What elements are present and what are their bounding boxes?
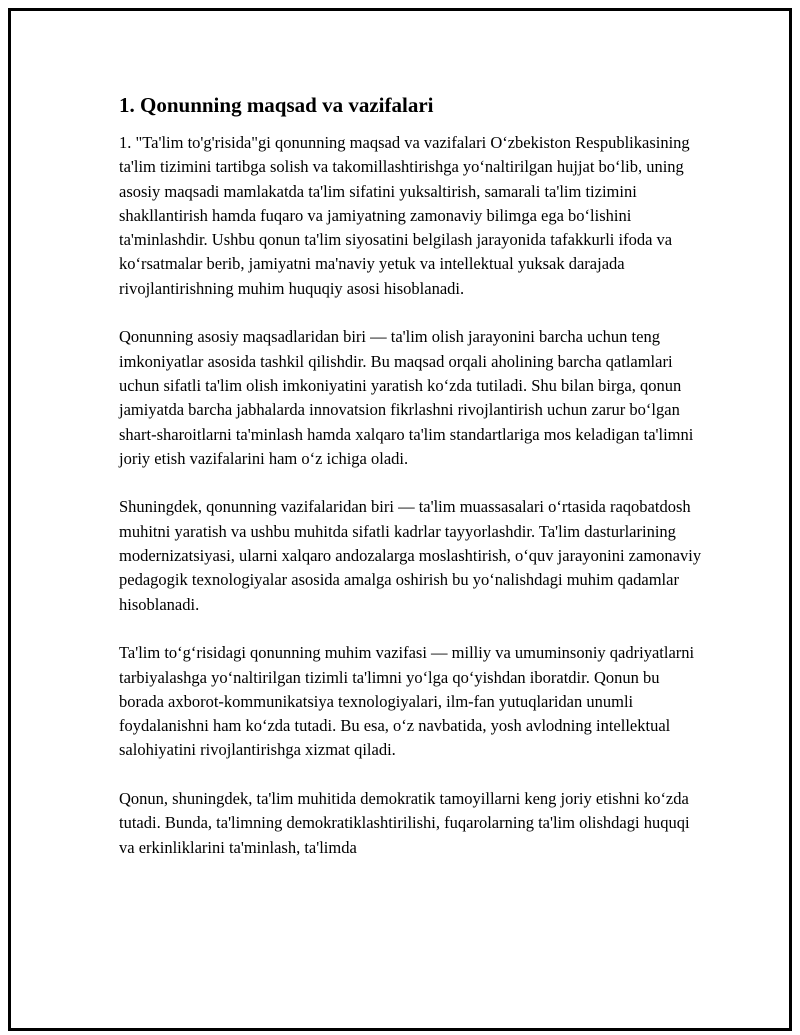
paragraph-3: Shuningdek, qonunning vazifalaridan biri — ta'lim muassasalari o‘rtasida raqobatdosh muhitni yaratish va ushbu muhitda sifatli kadrlar tayyorlashdir. Ta'lim dasturlarining modernizatsiyasi, ularni xalqaro andozalarga moslashtirish, o‘quv jarayonini zamonaviy pedagogik texnologiyalar asosida amalga oshirish bu yo‘nalishdagi muhim qadamlar hisoblanadi. xyxy=(119,497,702,614)
paragraph-1: 1. "Ta'lim to'g'risida"gi qonunning maqsad va vazifalari O‘zbekiston Respublikasining ta'lim tizimini tartibga solish va takomillashtirishga yo‘naltirilgan hujjat bo‘lib, uning asosiy maqsadi mamlakatda ta'lim sifatini yuksaltirish, samarali ta'lim tizimini shakllantirish hamda fuqaro va jamiyatning zamonaviy bilimga ega bo‘lishini ta'minlashdir. Ushbu qonun ta'lim siyosatini belgilash jarayonida tafakkurli ifoda va ko‘rsatmalar berib, jamiyatni ma'naviy yetuk va intellektual yuksak darajada rivojlantirishning muhim huquqiy asosi hisoblanadi. xyxy=(119,133,690,298)
paragraph-5: Qonun, shuningdek, ta'lim muhitida demokratik tamoyillarni keng joriy etishni ko‘zda tutadi. Bunda, ta'limning demokratiklashtirilishi, fuqarolarning ta'lim olishdagi huquqi va erkinliklarini ta'minlash, ta'limda xyxy=(119,789,690,857)
page-frame xyxy=(8,8,792,1031)
paragraph-2: Qonunning asosiy maqsadlaridan biri — ta'lim olish jarayonini barcha uchun teng imkoniyatlar asosida tashkil qilishdir. Bu maqsad orqali aholining barcha qatlamlari uchun sifatli ta'lim olish imkoniyatini yaratish ko‘zda tutiladi. Shu bilan birga, qonun jamiyatda barcha jabhalarda innovatsion fikrlashni rivojlantirish uchun zarur bo‘lgan shart-sharoitlarni ta'minlash hamda xalqaro ta'lim standartlariga mos keladigan ta'limni joriy etish vazifalarini ham o‘z ichiga oladi. xyxy=(119,327,694,468)
section-heading: 1. Qonunning maqsad va vazifalari xyxy=(119,93,434,117)
document-body xyxy=(119,91,703,884)
paragraph-4: Ta'lim to‘g‘risidagi qonunning muhim vazifasi — milliy va umuminsoniy qadriyatlarni tarbiyalashga yo‘naltirilgan tizimli ta'limni yo‘lga qo‘yishdan iboratdir. Qonun bu borada axborot-kommunikatsiya texnologiyalari, ilm-fan yutuqlaridan unumli foydalanishni ham ko‘zda tutadi. Bu esa, o‘z navbatida, yosh avlodning intellektual salohiyatini rivojlantirishga xizmat qiladi. xyxy=(119,643,695,760)
